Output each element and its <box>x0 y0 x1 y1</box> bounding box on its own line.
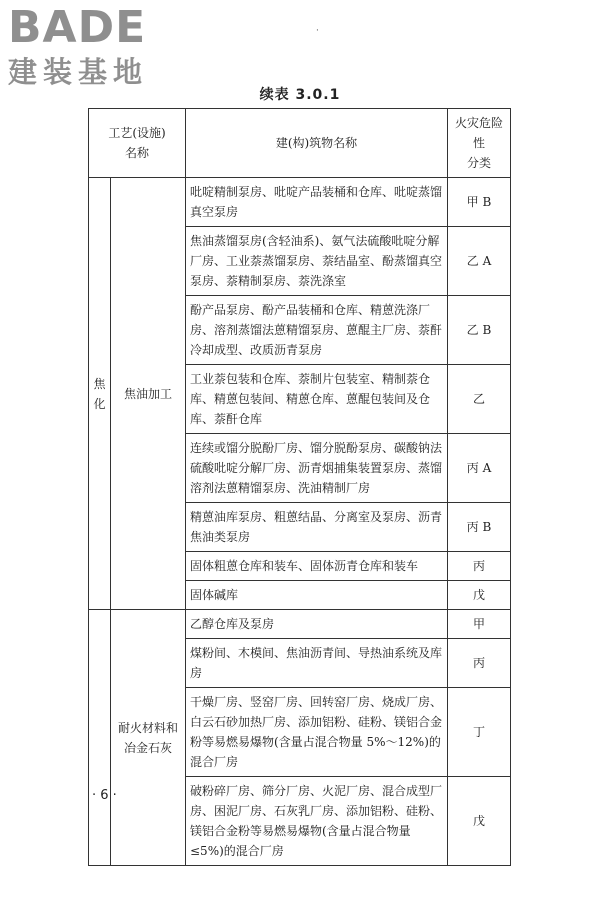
building-name: 焦油蒸馏泵房(含轻油系)、氨气法硫酸吡啶分解厂房、工业萘蒸馏泵房、萘结晶室、酚蒸馏真空泵房、萘精制泵房、萘洗涤室 <box>186 227 448 296</box>
table-header-row <box>89 109 511 178</box>
building-name: 酚产品泵房、酚产品装桶和仓库、精蒽洗涤厂房、溶剂蒸馏法蒽精馏泵房、蒽醌主厂房、萘酐冷却成型、改质沥青泵房 <box>186 296 448 365</box>
header-class <box>448 109 511 178</box>
category-char: 焦 化 <box>93 376 106 411</box>
building-name: 破粉碎厂房、筛分厂房、火泥厂房、混合成型厂房、困泥厂房、石灰乳厂房、添加铝粉、硅粉、镁铝合金粉等易燃易爆物(含量占混合物量≤5%)的混合厂房 <box>186 777 448 866</box>
building-name: 乙醇仓库及泵房 <box>186 610 448 639</box>
fire-hazard-table <box>88 108 511 866</box>
page-number: · 6 · <box>92 788 117 803</box>
category-cell <box>89 178 111 610</box>
category-cell-empty <box>89 610 111 866</box>
logo-chinese-text: 建装基地 <box>8 55 149 89</box>
building-name: 连续或馏分脱酚厂房、馏分脱酚泵房、碳酸钠法硫酸吡啶分解厂房、沥青烟捕集装置泵房、蒸馏溶剂法蒽精馏泵房、洗油精制厂房 <box>186 434 448 503</box>
building-name: 煤粉间、木模间、焦油沥青间、导热油系统及库房 <box>186 639 448 688</box>
hazard-class: 丙 B <box>448 503 511 552</box>
hazard-class: 丙 <box>448 552 511 581</box>
hazard-class: 乙 B <box>448 296 511 365</box>
hazard-class: 丙 <box>448 639 511 688</box>
hazard-class: 甲 B <box>448 178 511 227</box>
building-name: 工业萘包装和仓库、萘制片包装室、精制萘仓库、精蒽包装间、精蒽仓库、蒽醌包装间及仓库、萘酐仓库 <box>186 365 448 434</box>
hazard-class: 乙 <box>448 365 511 434</box>
hazard-class: 戊 <box>448 777 511 866</box>
process-cell: 耐火材料和冶金石灰 <box>111 610 186 866</box>
hazard-class: 丁 <box>448 688 511 777</box>
hazard-class: 丙 A <box>448 434 511 503</box>
building-name: 固体碱库 <box>186 581 448 610</box>
header-process <box>89 109 186 178</box>
process-cell: 焦油加工 <box>111 178 186 610</box>
building-name: 精蒽油库泵房、粗蒽结晶、分离室及泵房、沥青焦油类泵房 <box>186 503 448 552</box>
table-row <box>89 178 511 227</box>
building-name: 固体粗蒽仓库和装车、固体沥青仓库和装车 <box>186 552 448 581</box>
header-building: 建(构)筑物名称 <box>186 109 448 178</box>
header-class-line1: 火灾危险性 <box>454 116 503 150</box>
brand-logo <box>8 4 188 96</box>
building-name: 干燥厂房、竖窑厂房、回转窑厂房、烧成厂房、白云石砂加热厂房、添加铝粉、硅粉、镁铝合金粉等易燃易爆物(含量占混合物量 5%～12%)的混合厂房 <box>186 688 448 777</box>
hazard-class: 戊 <box>448 581 511 610</box>
table-row <box>89 610 511 639</box>
header-class-line2: 分类 <box>466 156 491 170</box>
header-process-line1: 工艺(设施) <box>108 126 166 140</box>
scan-mark: · <box>316 26 319 36</box>
logo-latin-text: BADE <box>8 2 147 53</box>
hazard-class: 甲 <box>448 610 511 639</box>
building-name: 吡啶精制泵房、吡啶产品装桶和仓库、吡啶蒸馏真空泵房 <box>186 178 448 227</box>
table-caption: 续表 3.0.1 <box>259 87 341 103</box>
hazard-class: 乙 A <box>448 227 511 296</box>
header-process-line2: 名称 <box>124 146 149 160</box>
